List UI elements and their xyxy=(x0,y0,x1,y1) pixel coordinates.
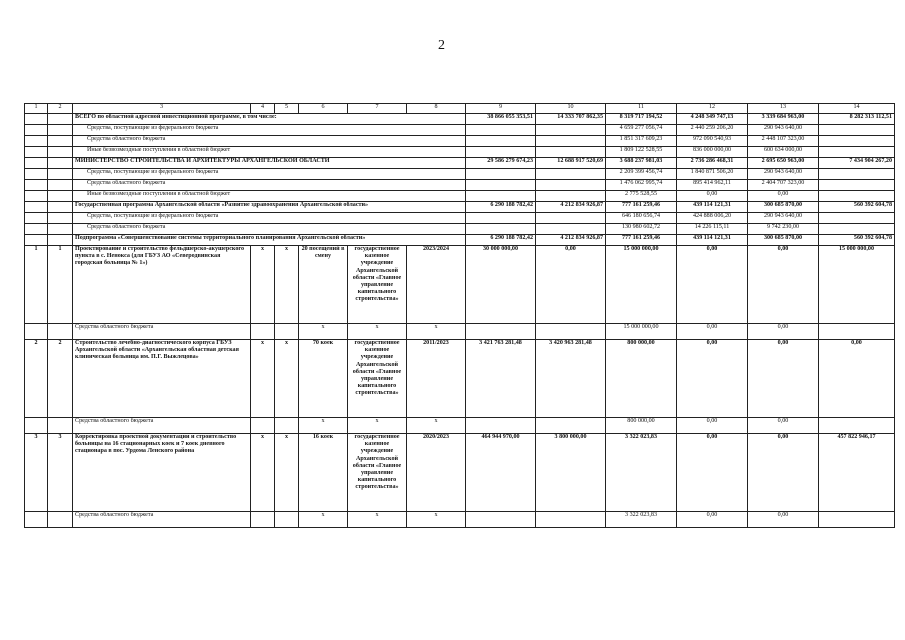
cell-c11: 8 319 717 194,52 xyxy=(606,114,677,125)
cell-c6: 70 коек xyxy=(299,340,348,418)
cell-c9: 29 586 279 674,23 xyxy=(466,158,536,169)
cell-c2 xyxy=(48,158,73,169)
cell-c14 xyxy=(819,224,895,235)
cell-c2 xyxy=(48,147,73,158)
cell-c7: х xyxy=(348,512,407,528)
cell-c5 xyxy=(275,512,299,528)
cell-c12: 0,00 xyxy=(677,434,748,512)
cell-c3: Проектирование и строительство фельдшерско-акушерского пункта в с. Ненокса (для ГБУЗ АО «Северодвинская городская больница № 1») xyxy=(73,246,251,324)
cell-c11: 1 809 122 528,55 xyxy=(606,147,677,158)
cell-c12: 2 440 259 206,20 xyxy=(677,125,748,136)
funding-row xyxy=(25,180,895,191)
column-number-row xyxy=(25,104,895,114)
cell-c2 xyxy=(48,324,73,340)
column-number: 14 xyxy=(819,104,895,114)
cell-c10 xyxy=(536,125,606,136)
cell-c10: 4 212 834 926,87 xyxy=(536,235,606,246)
cell-c11: 15 000 000,00 xyxy=(606,324,677,340)
cell-c8: 2011/2023 xyxy=(407,340,466,418)
cell-c14 xyxy=(819,125,895,136)
row-title: Подпрограмма «Совершенствование системы территориального планирования Архангельской области» xyxy=(73,235,466,246)
cell-c12: 14 226 115,11 xyxy=(677,224,748,235)
row-title: Средства, поступающие из федерального бюджета xyxy=(73,213,466,224)
cell-c10: 14 333 707 862,35 xyxy=(536,114,606,125)
cell-c6: 20 посещений в смену xyxy=(299,246,348,324)
cell-c10 xyxy=(536,324,606,340)
cell-c11: 4 659 277 056,74 xyxy=(606,125,677,136)
row-title: Средства областного бюджета xyxy=(73,180,466,191)
cell-c14: 7 434 904 267,20 xyxy=(819,158,895,169)
cell-c2 xyxy=(48,235,73,246)
cell-c12: 1 840 871 506,20 xyxy=(677,169,748,180)
cell-c3: Средства областного бюджета xyxy=(73,418,251,434)
cell-c10 xyxy=(536,213,606,224)
cell-c14 xyxy=(819,324,895,340)
cell-c13: 290 943 640,00 xyxy=(748,213,819,224)
column-number: 10 xyxy=(536,104,606,114)
column-number: 7 xyxy=(348,104,407,114)
cell-c12: 0,00 xyxy=(677,324,748,340)
cell-c2 xyxy=(48,169,73,180)
cell-c10: 4 212 834 926,87 xyxy=(536,202,606,213)
cell-c11: 1 851 317 609,23 xyxy=(606,136,677,147)
cell-c13: 600 634 000,00 xyxy=(748,147,819,158)
cell-c7: х xyxy=(348,324,407,340)
cell-c10 xyxy=(536,512,606,528)
cell-c1 xyxy=(25,147,48,158)
cell-c11: 800 000,00 xyxy=(606,340,677,418)
cell-c10 xyxy=(536,180,606,191)
row-title: Иные безвозмездные поступления в областной бюджет xyxy=(73,191,466,202)
cell-c12: 0,00 xyxy=(677,246,748,324)
cell-c2 xyxy=(48,213,73,224)
cell-c12: 895 414 962,11 xyxy=(677,180,748,191)
cell-c13: 2 695 650 963,00 xyxy=(748,158,819,169)
cell-c13: 0,00 xyxy=(748,340,819,418)
cell-c12: 439 114 121,31 xyxy=(677,235,748,246)
cell-c9 xyxy=(466,418,536,434)
cell-c2: 2 xyxy=(48,340,73,418)
cell-c12: 439 114 121,31 xyxy=(677,202,748,213)
cell-c9: 6 290 188 782,42 xyxy=(466,202,536,213)
cell-c6: х xyxy=(299,324,348,340)
cell-c8: 2020/2023 xyxy=(407,434,466,512)
cell-c2 xyxy=(48,191,73,202)
cell-c5 xyxy=(275,324,299,340)
cell-c9: 3 421 763 281,48 xyxy=(466,340,536,418)
cell-c9: 30 000 000,00 xyxy=(466,246,536,324)
cell-c1 xyxy=(25,224,48,235)
cell-c13: 300 685 870,00 xyxy=(748,202,819,213)
cell-c9 xyxy=(466,191,536,202)
funding-row xyxy=(25,213,895,224)
cell-c8: 2023/2024 xyxy=(407,246,466,324)
cell-c11: 3 322 023,83 xyxy=(606,434,677,512)
cell-c1 xyxy=(25,180,48,191)
cell-c12: 424 888 006,20 xyxy=(677,213,748,224)
project-row xyxy=(25,340,895,418)
cell-c4 xyxy=(251,512,275,528)
cell-c2 xyxy=(48,224,73,235)
cell-c9 xyxy=(466,324,536,340)
row-title: Государственная программа Архангельской области «Развитие здравоохранения Архангельской области» xyxy=(73,202,466,213)
cell-c14 xyxy=(819,191,895,202)
cell-c12: 4 248 349 747,13 xyxy=(677,114,748,125)
cell-c12: 0,00 xyxy=(677,191,748,202)
cell-c10 xyxy=(536,418,606,434)
column-number: 8 xyxy=(407,104,466,114)
cell-c13: 3 339 684 963,00 xyxy=(748,114,819,125)
cell-c5: х xyxy=(275,434,299,512)
total-row xyxy=(25,114,895,125)
cell-c14 xyxy=(819,180,895,191)
cell-c1 xyxy=(25,114,48,125)
cell-c9: 6 290 188 782,42 xyxy=(466,235,536,246)
cell-c11: 15 000 000,00 xyxy=(606,246,677,324)
cell-c10 xyxy=(536,147,606,158)
cell-c1 xyxy=(25,324,48,340)
cell-c7: х xyxy=(348,418,407,434)
cell-c9: 38 866 055 353,51 xyxy=(466,114,536,125)
cell-c5: х xyxy=(275,246,299,324)
cell-c2: 3 xyxy=(48,434,73,512)
cell-c9 xyxy=(466,224,536,235)
cell-c14 xyxy=(819,213,895,224)
cell-c14: 560 392 604,78 xyxy=(819,202,895,213)
cell-c13: 0,00 xyxy=(748,434,819,512)
cell-c11: 777 161 259,46 xyxy=(606,202,677,213)
cell-c2 xyxy=(48,512,73,528)
cell-c10 xyxy=(536,191,606,202)
cell-c10: 0,00 xyxy=(536,246,606,324)
cell-c6: х xyxy=(299,418,348,434)
cell-c7: государственное казенное учреждение Архангельской области «Главное управление капитального строительства» xyxy=(348,340,407,418)
cell-c2: 1 xyxy=(48,246,73,324)
funding-row xyxy=(25,147,895,158)
cell-c14 xyxy=(819,136,895,147)
cell-c1 xyxy=(25,158,48,169)
row-title: Средства областного бюджета xyxy=(73,224,466,235)
cell-c9 xyxy=(466,213,536,224)
cell-c6: х xyxy=(299,512,348,528)
cell-c14: 0,00 xyxy=(819,340,895,418)
cell-c11: 1 476 062 995,74 xyxy=(606,180,677,191)
cell-c4: х xyxy=(251,340,275,418)
row-title: МИНИСТЕРСТВО СТРОИТЕЛЬСТВА И АРХИТЕКТУРЫ АРХАНГЕЛЬСКОЙ ОБЛАСТИ xyxy=(73,158,466,169)
column-number: 5 xyxy=(275,104,299,114)
cell-c13: 290 943 640,00 xyxy=(748,125,819,136)
cell-c9 xyxy=(466,125,536,136)
investment-program-table xyxy=(24,103,895,528)
cell-c4: х xyxy=(251,434,275,512)
funding-row xyxy=(25,169,895,180)
cell-c13: 2 448 107 323,00 xyxy=(748,136,819,147)
cell-c10: 3 420 963 281,48 xyxy=(536,340,606,418)
cell-c14: 8 282 313 112,51 xyxy=(819,114,895,125)
funding-row xyxy=(25,512,895,528)
row-title: Средства, поступающие из федерального бюджета xyxy=(73,169,466,180)
cell-c11: 130 980 602,72 xyxy=(606,224,677,235)
cell-c4 xyxy=(251,418,275,434)
cell-c10: 12 688 917 520,69 xyxy=(536,158,606,169)
cell-c14 xyxy=(819,512,895,528)
row-title: Средства, поступающие из федерального бюджета xyxy=(73,125,466,136)
cell-c3: Строительство лечебно-диагностического корпуса ГБУЗ Архангельской области «Архангельская областная детская клиническая больница им. П.Г. Выжлецова» xyxy=(73,340,251,418)
funding-row xyxy=(25,324,895,340)
cell-c1 xyxy=(25,202,48,213)
funding-row xyxy=(25,224,895,235)
column-number: 1 xyxy=(25,104,48,114)
page-number: 2 xyxy=(438,38,445,53)
cell-c13: 0,00 xyxy=(748,512,819,528)
cell-c1 xyxy=(25,136,48,147)
cell-c11: 3 688 237 981,03 xyxy=(606,158,677,169)
cell-c10 xyxy=(536,169,606,180)
cell-c1 xyxy=(25,235,48,246)
cell-c9 xyxy=(466,169,536,180)
funding-row xyxy=(25,136,895,147)
cell-c13: 0,00 xyxy=(748,191,819,202)
cell-c7: государственное казенное учреждение Архангельской области «Главное управление капитального строительства» xyxy=(348,434,407,512)
cell-c13: 0,00 xyxy=(748,246,819,324)
cell-c9 xyxy=(466,147,536,158)
cell-c14: 15 000 000,00 xyxy=(819,246,895,324)
project-row xyxy=(25,246,895,324)
cell-c14 xyxy=(819,169,895,180)
cell-c9 xyxy=(466,512,536,528)
cell-c13: 2 404 707 323,00 xyxy=(748,180,819,191)
cell-c10: 3 800 000,00 xyxy=(536,434,606,512)
cell-c3: Средства областного бюджета xyxy=(73,324,251,340)
total-row xyxy=(25,158,895,169)
cell-c10 xyxy=(536,136,606,147)
cell-c14: 560 392 604,78 xyxy=(819,235,895,246)
row-title: Средства областного бюджета xyxy=(73,136,466,147)
cell-c4: х xyxy=(251,246,275,324)
cell-c13: 300 685 870,00 xyxy=(748,235,819,246)
cell-c13: 9 742 230,00 xyxy=(748,224,819,235)
cell-c14: 457 822 946,17 xyxy=(819,434,895,512)
cell-c11: 3 322 023,83 xyxy=(606,512,677,528)
cell-c10 xyxy=(536,224,606,235)
cell-c1: 2 xyxy=(25,340,48,418)
column-number: 11 xyxy=(606,104,677,114)
cell-c8: х xyxy=(407,324,466,340)
cell-c2 xyxy=(48,136,73,147)
cell-c1 xyxy=(25,213,48,224)
cell-c2 xyxy=(48,418,73,434)
cell-c11: 2 775 528,55 xyxy=(606,191,677,202)
cell-c1: 3 xyxy=(25,434,48,512)
cell-c14 xyxy=(819,418,895,434)
funding-row xyxy=(25,125,895,136)
column-number: 6 xyxy=(299,104,348,114)
cell-c13: 290 943 640,00 xyxy=(748,169,819,180)
cell-c3: Корректировка проектной документации и строительство больницы на 16 стационарных коек и 7 коек дневного стационара в пос. Урдома Ленского района xyxy=(73,434,251,512)
cell-c1: 1 xyxy=(25,246,48,324)
cell-c11: 800 000,00 xyxy=(606,418,677,434)
cell-c4 xyxy=(251,324,275,340)
cell-c8: х xyxy=(407,418,466,434)
cell-c1 xyxy=(25,418,48,434)
cell-c14 xyxy=(819,147,895,158)
cell-c1 xyxy=(25,125,48,136)
cell-c12: 0,00 xyxy=(677,418,748,434)
cell-c9: 464 944 970,00 xyxy=(466,434,536,512)
cell-c12: 972 090 540,93 xyxy=(677,136,748,147)
cell-c11: 2 209 399 456,74 xyxy=(606,169,677,180)
column-number: 4 xyxy=(251,104,275,114)
cell-c3: Средства областного бюджета xyxy=(73,512,251,528)
column-number: 13 xyxy=(748,104,819,114)
cell-c7: государственное казенное учреждение Архангельской области «Главное управление капитального строительства» xyxy=(348,246,407,324)
cell-c2 xyxy=(48,202,73,213)
row-title: ВСЕГО по областной адресной инвестиционной программе, в том числе: xyxy=(73,114,466,125)
cell-c2 xyxy=(48,125,73,136)
cell-c12: 0,00 xyxy=(677,340,748,418)
cell-c12: 2 736 286 468,31 xyxy=(677,158,748,169)
cell-c5 xyxy=(275,418,299,434)
project-row xyxy=(25,434,895,512)
total-row xyxy=(25,235,895,246)
column-number: 2 xyxy=(48,104,73,114)
column-number: 9 xyxy=(466,104,536,114)
total-row xyxy=(25,202,895,213)
cell-c1 xyxy=(25,512,48,528)
cell-c9 xyxy=(466,180,536,191)
cell-c11: 777 161 259,46 xyxy=(606,235,677,246)
column-number: 12 xyxy=(677,104,748,114)
cell-c13: 0,00 xyxy=(748,324,819,340)
cell-c1 xyxy=(25,169,48,180)
cell-c1 xyxy=(25,191,48,202)
cell-c6: 16 коек xyxy=(299,434,348,512)
column-number: 3 xyxy=(73,104,251,114)
cell-c8: х xyxy=(407,512,466,528)
cell-c12: 836 000 000,00 xyxy=(677,147,748,158)
cell-c2 xyxy=(48,180,73,191)
funding-row xyxy=(25,191,895,202)
cell-c9 xyxy=(466,136,536,147)
cell-c13: 0,00 xyxy=(748,418,819,434)
cell-c5: х xyxy=(275,340,299,418)
cell-c12: 0,00 xyxy=(677,512,748,528)
cell-c2 xyxy=(48,114,73,125)
cell-c11: 646 180 656,74 xyxy=(606,213,677,224)
funding-row xyxy=(25,418,895,434)
row-title: Иные безвозмездные поступления в областной бюджет xyxy=(73,147,466,158)
